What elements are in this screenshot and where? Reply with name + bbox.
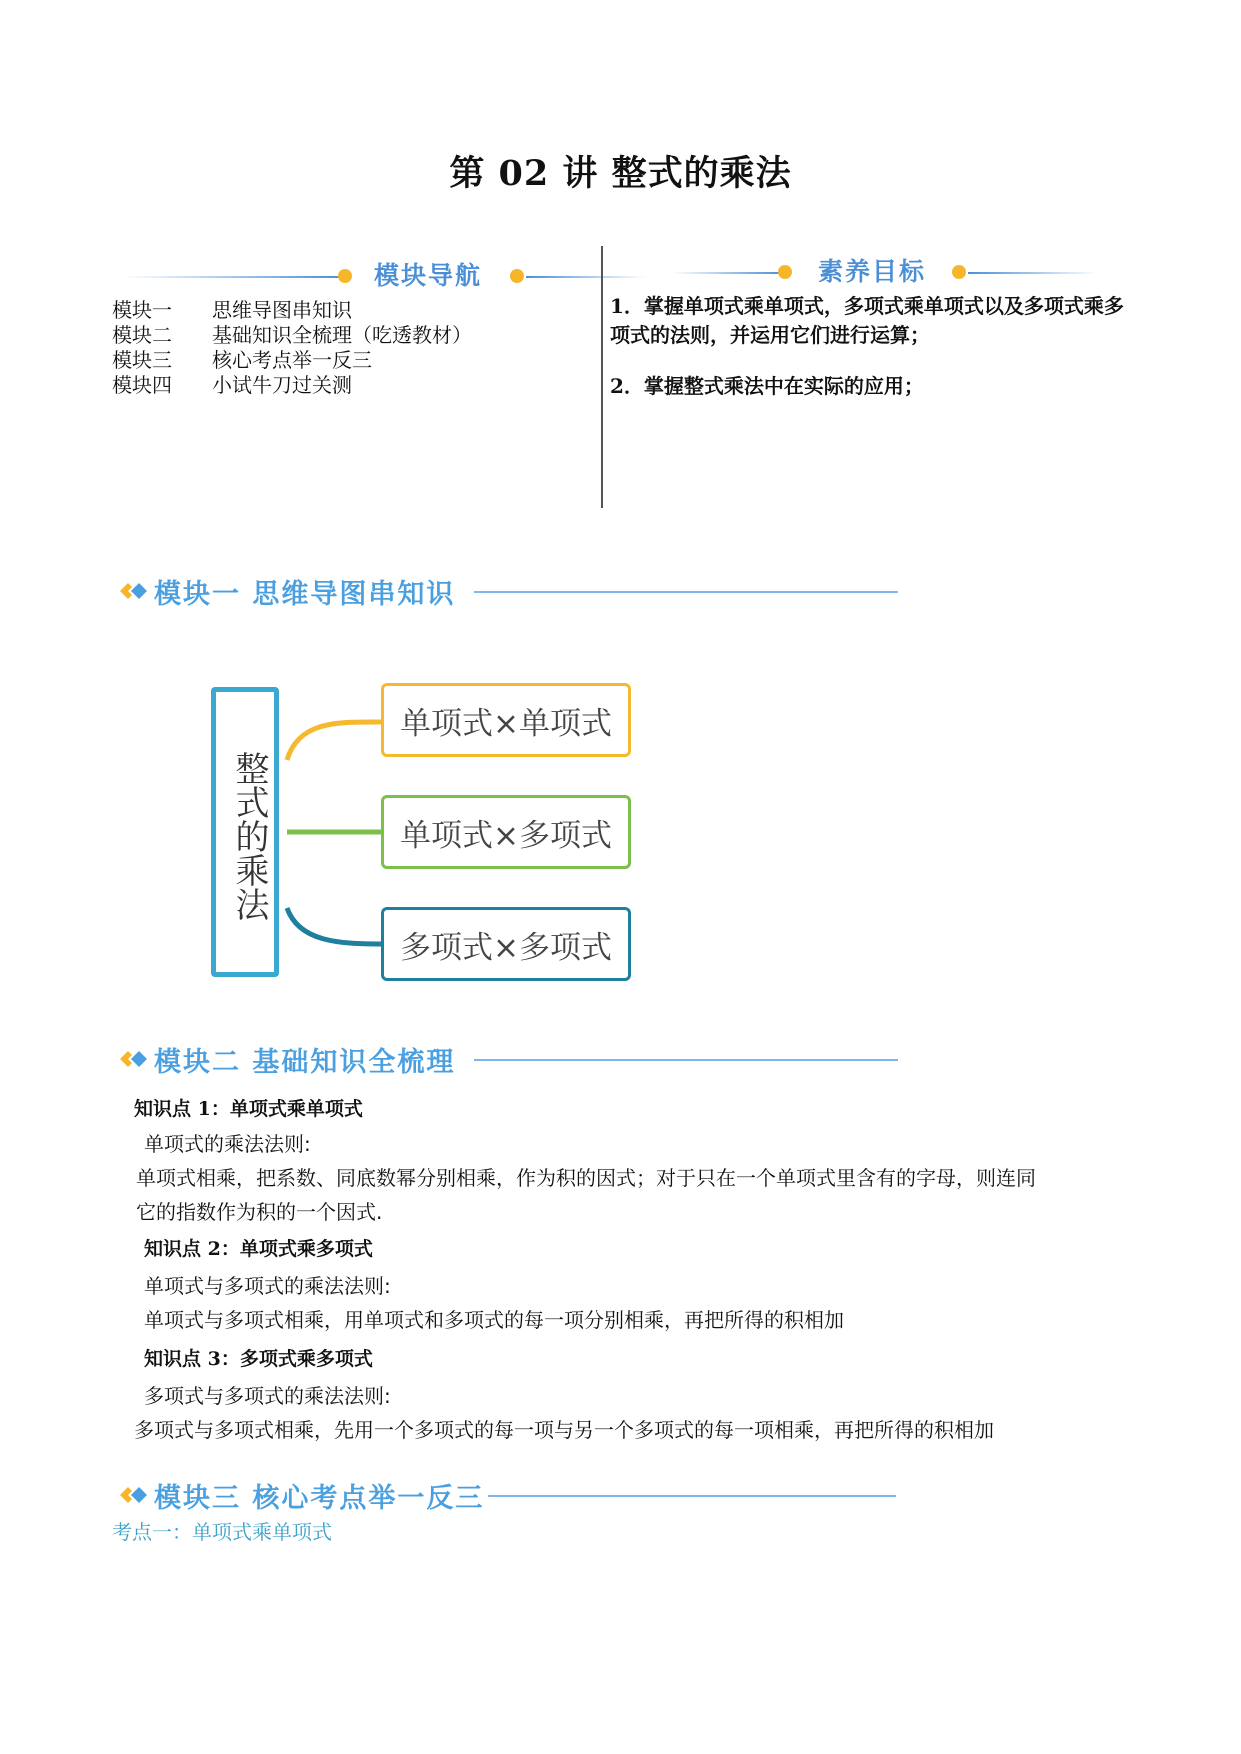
goals-list [610,292,1130,423]
nav-item: 模块四 小试牛刀过关测 [112,373,352,397]
double-chevron-icon [118,1484,148,1506]
nav-item: 模块三 核心考点举一反三 [112,348,372,372]
goal-item: 2．掌握整式乘法中在实际的应用； [610,374,924,398]
double-chevron-icon [118,1048,148,1070]
knowledge-point-title: 知识点 1：单项式乘单项式 [134,1098,363,1120]
nav-item: 模块一 思维导图串知识 [112,298,352,322]
goal-item: 1．掌握单项式乘单项式，多项式乘单项式以及多项式乘多项式的法则，并运用它们进行运算； [610,294,1124,347]
exam-point-title: 考点一：单项式乘单项式 [112,1520,332,1544]
nav-list [112,298,472,398]
goals-banner-label: 素养目标 [818,257,927,286]
section-title: 模块三 核心考点举一反三 [154,1483,485,1514]
rule-title: 多项式与多项式的乘法法则: [144,1384,391,1408]
nav-item: 模块二 基础知识全梳理（吃透教材） [112,323,472,347]
section-header-3 [118,1476,898,1512]
section-title: 模块二 基础知识全梳理 [154,1047,456,1078]
mindmap-root [211,687,279,977]
knowledge-point-title: 知识点 3：多项式乘多项式 [144,1348,373,1370]
rule-text: 单项式相乘，把系数、同底数幂分别相乘，作为积的因式；对于只在一个单项式里含有的字母，则连同 [136,1166,1036,1190]
rule-text: 多项式与多项式相乘，先用一个多项式的每一项与另一个多项式的每一项相乘，再把所得的积相加 [134,1418,994,1442]
mindmap-node-1: 单项式×单项式 [381,683,631,757]
banner-dot-icon [952,265,966,279]
double-chevron-icon [118,580,148,602]
page-title: 第 02 讲 整式的乘法 [449,153,792,194]
banner-dot-icon [778,265,792,279]
connector-3 [287,908,383,944]
section-title: 模块一 思维导图串知识 [154,579,456,610]
rule-text: 单项式与多项式相乘，用单项式和多项式的每一项分别相乘，再把所得的积相加 [144,1308,844,1332]
mindmap-node-2: 单项式×多项式 [381,795,631,869]
nav-banner-label: 模块导航 [374,261,483,290]
nav-banner [112,256,542,296]
rule-title: 单项式与多项式的乘法法则: [144,1274,391,1298]
mindmap-connectors [279,680,389,970]
mindmap-node-3: 多项式×多项式 [381,907,631,981]
section-header-1 [118,572,898,608]
rule-title: 单项式的乘法法则: [144,1132,311,1156]
mindmap-root-label: 整式的乘法 [229,751,269,921]
rule-text: 它的指数作为积的一个因式. [136,1200,383,1224]
knowledge-point-title: 知识点 2：单项式乘多项式 [144,1238,373,1260]
connector-1 [287,722,383,760]
column-divider [601,246,603,508]
banner-dot-icon [510,269,524,283]
section-header-2 [118,1040,898,1076]
banner-dot-icon [338,269,352,283]
goals-banner [672,252,1102,292]
